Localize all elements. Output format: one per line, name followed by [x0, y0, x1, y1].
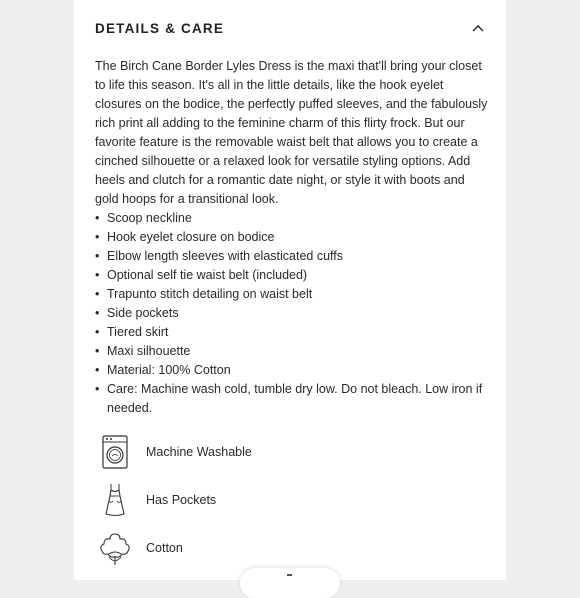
list-item: • Scoop neckline [95, 209, 490, 228]
attribute-label: Cotton [146, 541, 183, 555]
list-item: • Trapunto stitch detailing on waist belt [95, 285, 490, 304]
handle-dash [287, 574, 292, 576]
list-item: • Maxi silhouette [95, 342, 490, 361]
list-item: • Elbow length sleeves with elasticated cuffs [95, 247, 490, 266]
cotton-flower-icon [98, 529, 132, 567]
product-description: The Birch Cane Border Lyles Dress is the maxi that'll bring your closet to life this season. It's all in the little details, like the hook eyelet closures on the bodice, the perfectly puffed sleeves, and the fabulously rich print all adding to the feminine charm of this flirty frock. But our favorite feature is the removable waist belt that allows you to create a cinched silhouette or a relaxed look for versatile styling options. Add heels and clutch for a romantic date night, or style it with boots and gold hoops for a transitional look. [95, 59, 488, 206]
list-item: • Care: Machine wash cold, tumble dry low. Do not bleach. Low iron if needed. [95, 380, 490, 418]
section-title: DETAILS & CARE [95, 20, 225, 36]
scroll-handle[interactable] [240, 568, 340, 598]
attribute-machine-washable [98, 433, 252, 471]
attribute-has-pockets [98, 481, 217, 519]
dress-pockets-icon [98, 481, 132, 519]
list-item: • Material: 100% Cotton [95, 361, 490, 380]
list-item: • Hook eyelet closure on bodice [95, 228, 490, 247]
feature-list [95, 209, 490, 418]
attribute-label: Has Pockets [146, 493, 217, 507]
chevron-up-icon[interactable] [470, 20, 486, 36]
details-content [95, 57, 490, 418]
washing-machine-icon [98, 433, 132, 471]
attribute-label: Machine Washable [146, 445, 252, 459]
details-care-header[interactable] [95, 14, 486, 42]
attribute-cotton [98, 529, 183, 567]
list-item: • Side pockets [95, 304, 490, 323]
list-item: • Tiered skirt [95, 323, 490, 342]
list-item: • Optional self tie waist belt (included) [95, 266, 490, 285]
details-care-panel [74, 0, 506, 580]
